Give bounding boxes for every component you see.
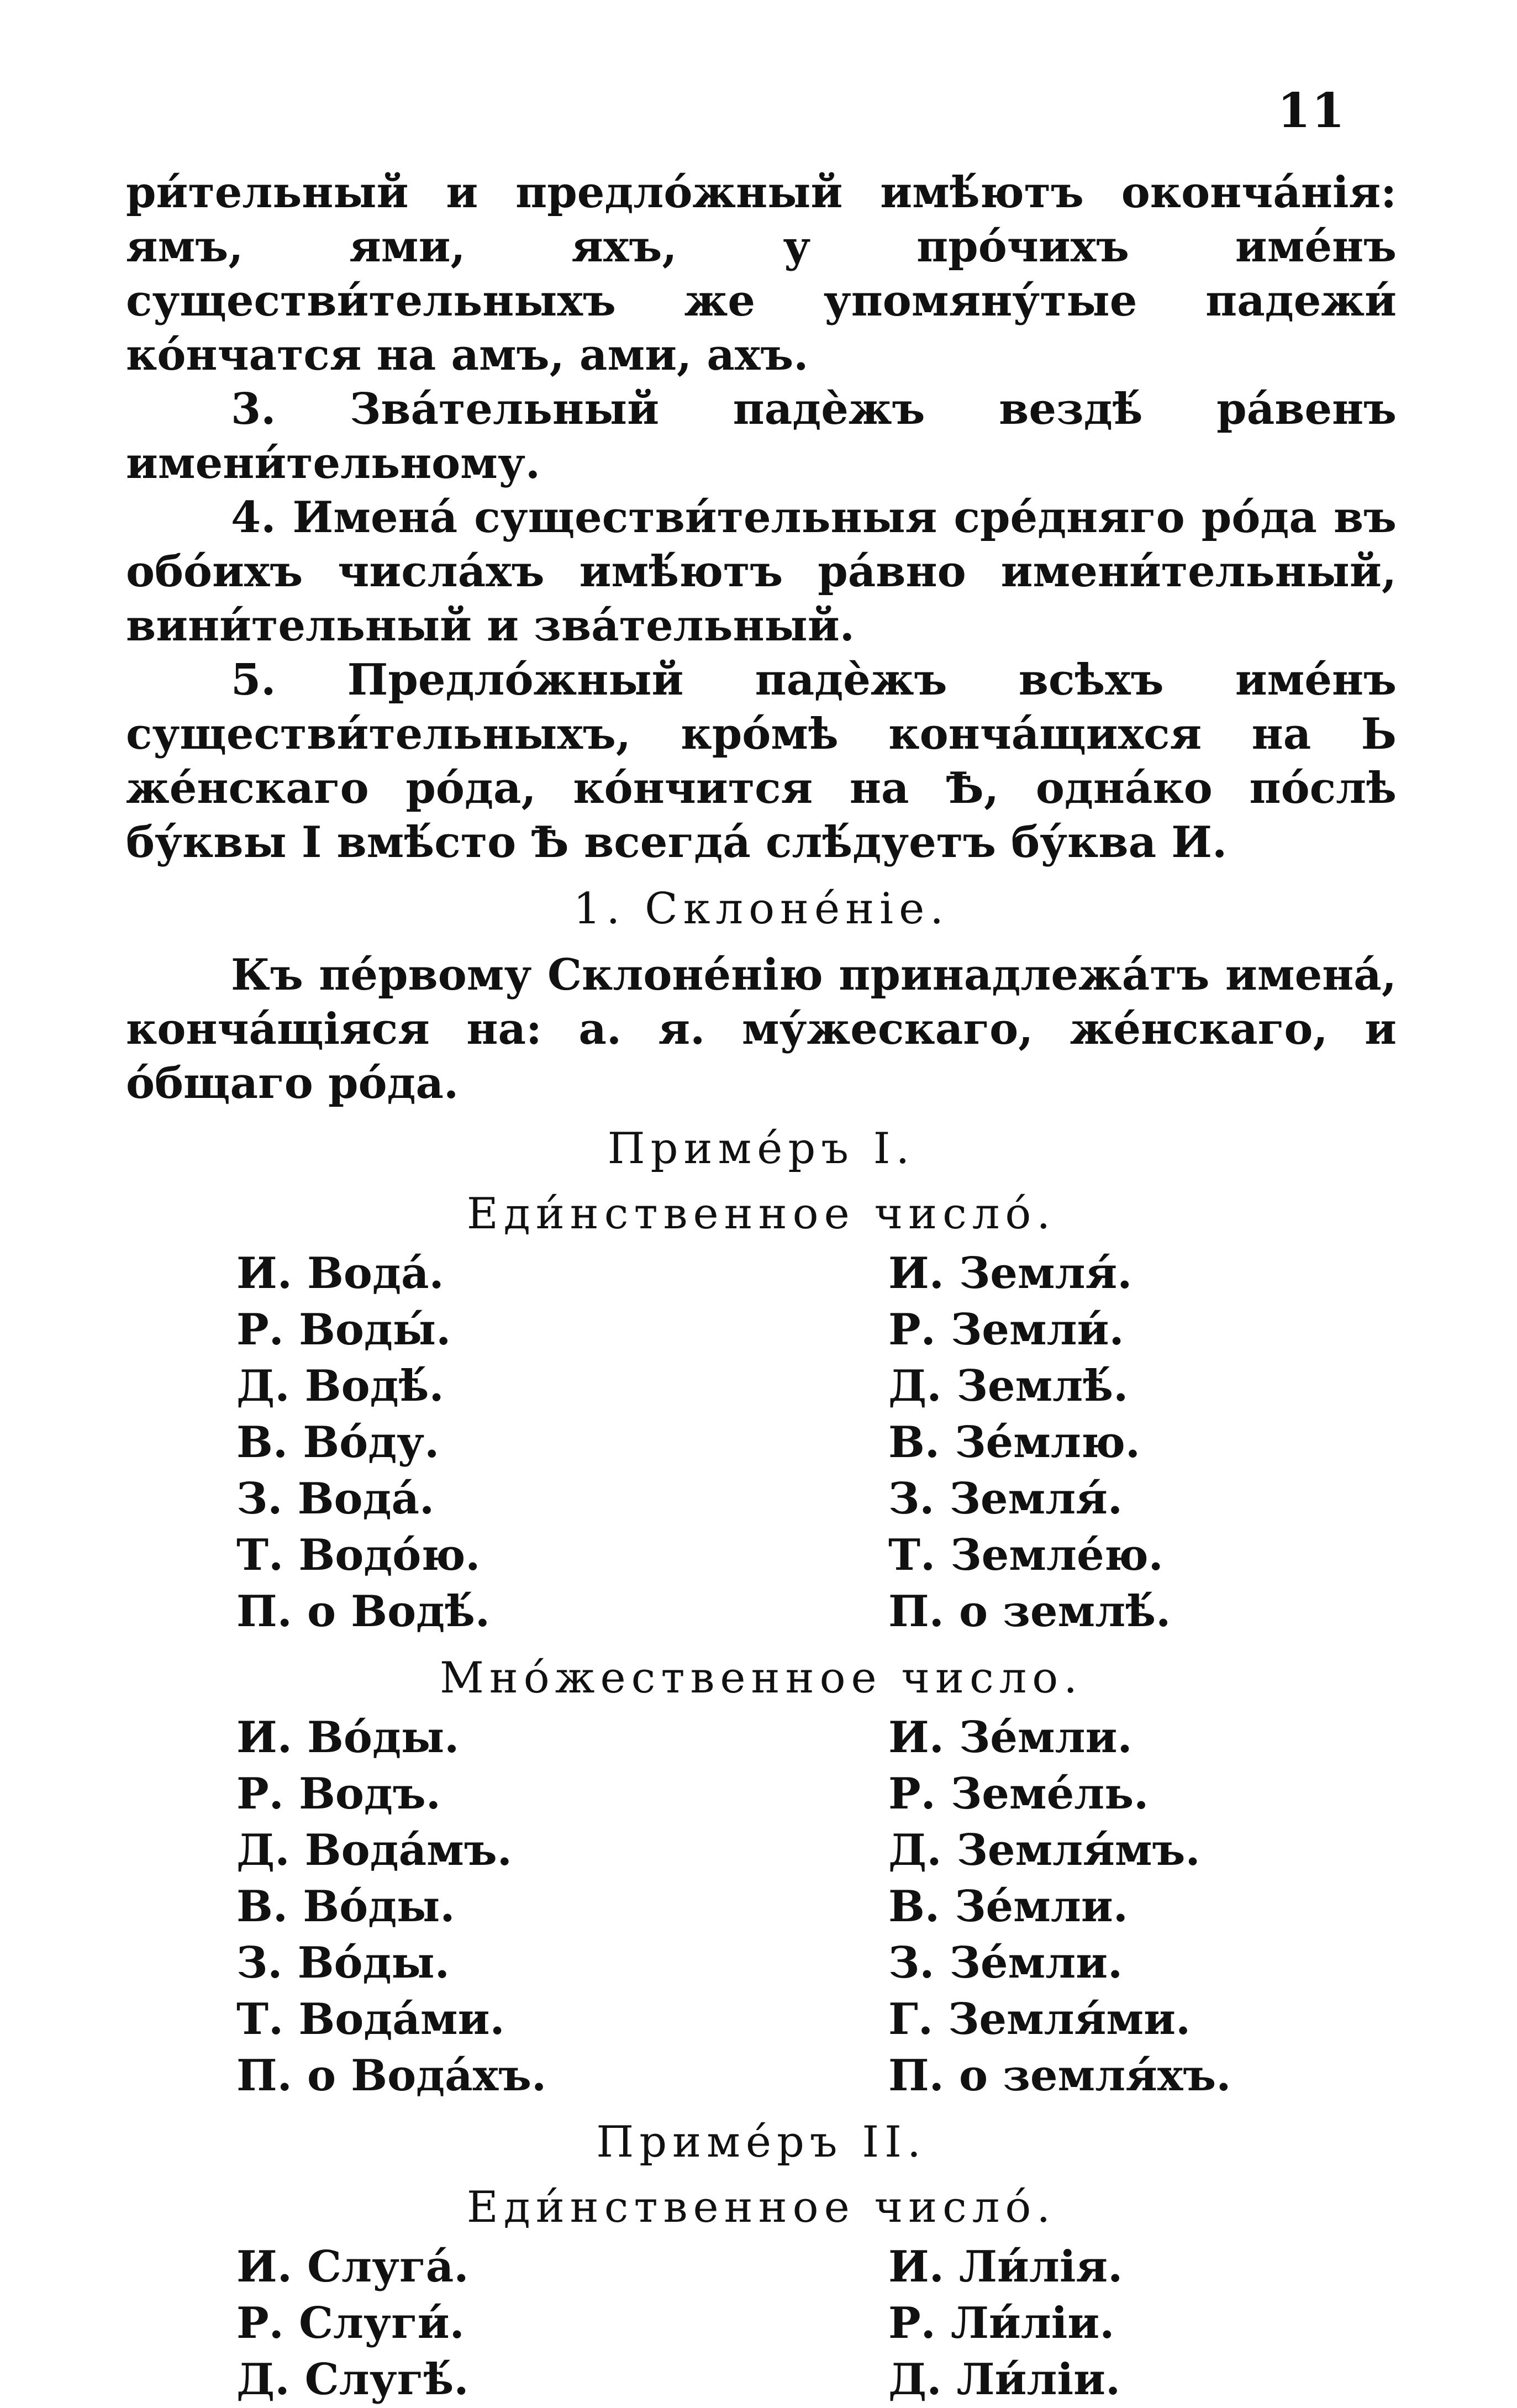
declension-cell: Т. Земле́ю. — [888, 1530, 1163, 1580]
example-2-singular-table — [126, 2239, 1397, 2408]
declension-cell: Г. Земля́ми. — [888, 1994, 1191, 2044]
example-1-plural-table — [126, 1710, 1397, 2104]
paragraph-continuation: ри́тельный и предло́жный имѣ́ютъ оконча́нія: ямъ, ями, яхъ, у про́чихъ име́нъ существи́тельныхъ же упомяну́тые падежи́ ко́нчатся на амъ, ами, ахъ. — [126, 167, 1397, 380]
declension-cell: Д. Вода́мъ. — [236, 1825, 512, 1875]
example-1-plural-label: Мно́жественное число. — [439, 1653, 1083, 1703]
example-2-singular-label: Еди́нственное число́. — [466, 2183, 1056, 2232]
declension-cell: И. Слуга́. — [236, 2242, 469, 2292]
declension-cell: И. Зе́мли. — [888, 1712, 1133, 1763]
declension-cell: Т. Водо́ю. — [236, 1530, 481, 1580]
declension-cell: Р. Земе́ль. — [888, 1769, 1149, 1819]
paragraph-rule-3: 3. Зва́тельный падѐжъ вездѣ́ ра́венъ имени́тельному. — [126, 384, 1397, 488]
example-1-singular-table — [126, 1245, 1397, 1640]
example-1-singular-label: Еди́нственное число́. — [466, 1189, 1056, 1239]
body-text — [126, 166, 1397, 2408]
declension-cell: В. Зе́млю. — [888, 1417, 1141, 1468]
declension-cell: З. Во́ды. — [236, 1938, 450, 1988]
declension-cell: З. Вода́. — [236, 1474, 435, 1524]
declension-cell: З. Земля́. — [888, 1474, 1123, 1524]
example-2-title: Приме́ръ II. — [596, 2117, 926, 2167]
declension-cell: П. о землѣ́. — [888, 1586, 1171, 1637]
declension-cell: Р. Водъ. — [236, 1769, 441, 1819]
page-number: 11 — [1277, 83, 1346, 139]
example-1-title: Приме́ръ I. — [607, 1124, 915, 1174]
declension-cell: И. Во́ды. — [236, 1712, 460, 1763]
declension-cell: Д. Водѣ́. — [236, 1361, 444, 1411]
declension-cell: Д. Землѣ́. — [888, 1361, 1129, 1411]
declension-cell: Д. Земля́мъ. — [888, 1825, 1200, 1875]
paragraph-rule-5: 5. Предло́жный падѐжъ всѣхъ име́нъ существи́тельныхъ, кро́мѣ конча́щихся на Ь же́нскаго ро́да, ко́нчится на Ѣ, одна́ко по́слѣ бу́квы І вмѣ́сто Ѣ всегда́ слѣ́дуетъ бу́ква И. — [126, 655, 1397, 867]
declension-cell: В. Зе́мли. — [888, 1881, 1128, 1932]
declension-cell: Д. Ли́ліи. — [888, 2354, 1121, 2405]
declension-cell: П. о Вода́хъ. — [236, 2051, 547, 2101]
declension-cell: Д. Слугѣ́. — [236, 2354, 469, 2405]
declension-cell: Р. Воды́. — [236, 1305, 451, 1355]
declension-cell: П. о земля́хъ. — [888, 2051, 1231, 2101]
declension-cell: П. о Водѣ́. — [236, 1586, 491, 1637]
declension-cell: В. Во́ды. — [236, 1881, 455, 1932]
declension-cell: И. Ли́лія. — [888, 2242, 1123, 2292]
paragraph-rule-4: 4. Имена́ существи́тельныя сре́дняго ро́да въ обо́ихъ числа́хъ имѣ́ютъ ра́вно имени́тельный, вини́тельный и зва́тельный. — [126, 492, 1397, 651]
declension-cell: И. Вода́. — [236, 1248, 444, 1298]
declension-cell: Р. Слуги́. — [236, 2298, 465, 2348]
declension-cell: Р. Земли́. — [888, 1305, 1124, 1355]
declension-cell: З. Зе́мли. — [888, 1938, 1123, 1988]
declension-cell: Р. Ли́ліи. — [888, 2298, 1115, 2348]
section-title: 1. Склоне́ніе. — [573, 884, 950, 934]
declension-cell: И. Земля́. — [888, 1248, 1133, 1298]
declension-cell: Т. Вода́ми. — [236, 1994, 505, 2044]
declension-cell: В. Во́ду. — [236, 1417, 440, 1468]
section-intro: Къ пе́рвому Склоне́нію принадлежа́тъ имена́, конча́щіяся на: а. я. му́жескаго, же́нскаго, и о́бщаго ро́да. — [126, 950, 1397, 1108]
